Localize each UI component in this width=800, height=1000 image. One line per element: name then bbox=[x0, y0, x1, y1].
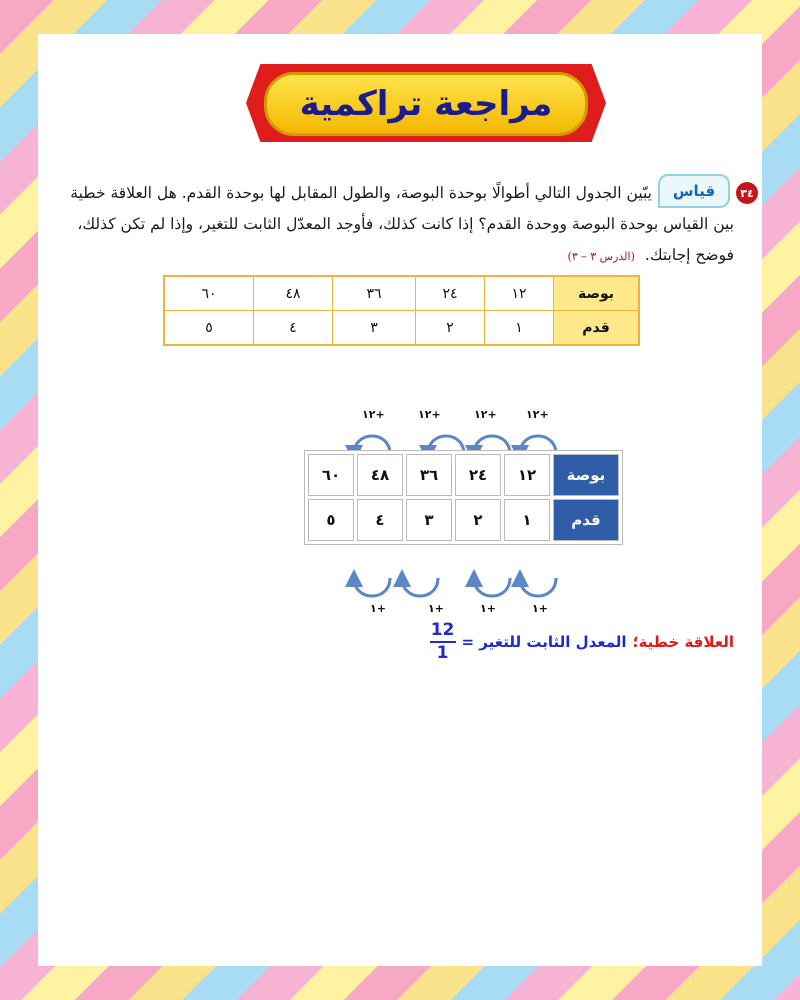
question-line-2: بين القياس بوحدة البوصة ووحدة القدم؟ إذا كانت كذلك، فأوجد المعدّل الثابت للتغير، وإذا لم تكن كذلك، bbox=[77, 215, 734, 233]
answer-line bbox=[430, 622, 734, 662]
bottom-increment-label: +١ bbox=[370, 602, 386, 615]
table-cell: ٥ bbox=[164, 311, 254, 346]
row-header-foot: قدم bbox=[554, 311, 640, 346]
answer-rate-label: المعدل الثابت للتغير = bbox=[461, 633, 627, 651]
bottom-increment-label: +١ bbox=[428, 602, 444, 615]
row-header-inch: بوصة bbox=[554, 276, 640, 311]
solution-diagram bbox=[270, 400, 650, 616]
table-row bbox=[164, 311, 639, 346]
top-increment-label: +١٢ bbox=[474, 408, 497, 421]
bottom-increment-label: +١ bbox=[480, 602, 496, 615]
title-banner bbox=[246, 60, 606, 150]
top-increment-label: +١٢ bbox=[362, 408, 385, 421]
page-title: مراجعة تراكمية bbox=[299, 84, 553, 124]
table-cell: ١٢ bbox=[504, 454, 550, 496]
table-cell: ٢ bbox=[455, 499, 501, 541]
table-cell: ٢٤ bbox=[416, 276, 485, 311]
table-cell: ١ bbox=[485, 311, 554, 346]
table-cell: ٢ bbox=[416, 311, 485, 346]
question-tag: قياس bbox=[658, 174, 730, 208]
table-row bbox=[308, 499, 619, 541]
fraction-denominator: 1 bbox=[436, 643, 449, 663]
table-cell: ٦٠ bbox=[308, 454, 354, 496]
bottom-increment-label: +١ bbox=[532, 602, 548, 615]
bottom-arc-3 bbox=[402, 578, 438, 596]
question-number-badge: ٣٤ bbox=[736, 182, 758, 204]
table-cell: ٣٦ bbox=[406, 454, 452, 496]
banner-yellow-pill bbox=[264, 72, 588, 136]
row-header-inch: بوصة bbox=[553, 454, 619, 496]
table-cell: ١ bbox=[504, 499, 550, 541]
table-row bbox=[308, 454, 619, 496]
rate-fraction bbox=[430, 622, 456, 662]
top-increment-label: +١٢ bbox=[418, 408, 441, 421]
bottom-arc-2 bbox=[474, 578, 510, 596]
table-row bbox=[164, 276, 639, 311]
table-cell: ٣ bbox=[406, 499, 452, 541]
bottom-arc-1 bbox=[520, 578, 556, 596]
data-table bbox=[163, 275, 640, 346]
question-line-3: فوضح إجابتك. bbox=[644, 246, 734, 264]
table-cell: ٤ bbox=[254, 311, 333, 346]
table-cell: ١٢ bbox=[485, 276, 554, 311]
solution-table bbox=[304, 450, 623, 545]
table-cell: ٣ bbox=[333, 311, 416, 346]
row-header-foot: قدم bbox=[553, 499, 619, 541]
table-cell: ٦٠ bbox=[164, 276, 254, 311]
lesson-reference: (الدرس ٣ – ٣) bbox=[567, 250, 635, 263]
table-cell: ٥ bbox=[308, 499, 354, 541]
table-cell: ٤٨ bbox=[254, 276, 333, 311]
table-cell: ٣٦ bbox=[333, 276, 416, 311]
question-text bbox=[54, 178, 734, 272]
table-cell: ٤٨ bbox=[357, 454, 403, 496]
table-cell: ٤ bbox=[357, 499, 403, 541]
fraction-numerator: 12 bbox=[430, 620, 455, 640]
answer-relation: العلاقة خطية؛ bbox=[632, 633, 734, 651]
page bbox=[38, 34, 762, 966]
bottom-arc-4 bbox=[354, 578, 390, 596]
top-increment-label: +١٢ bbox=[526, 408, 549, 421]
question-line-1: يبّين الجدول التالي أطوالًا بوحدة البوصة، والطول المقابل لها بوحدة القدم. هل العلاقة خطية bbox=[70, 184, 652, 202]
table-cell: ٢٤ bbox=[455, 454, 501, 496]
